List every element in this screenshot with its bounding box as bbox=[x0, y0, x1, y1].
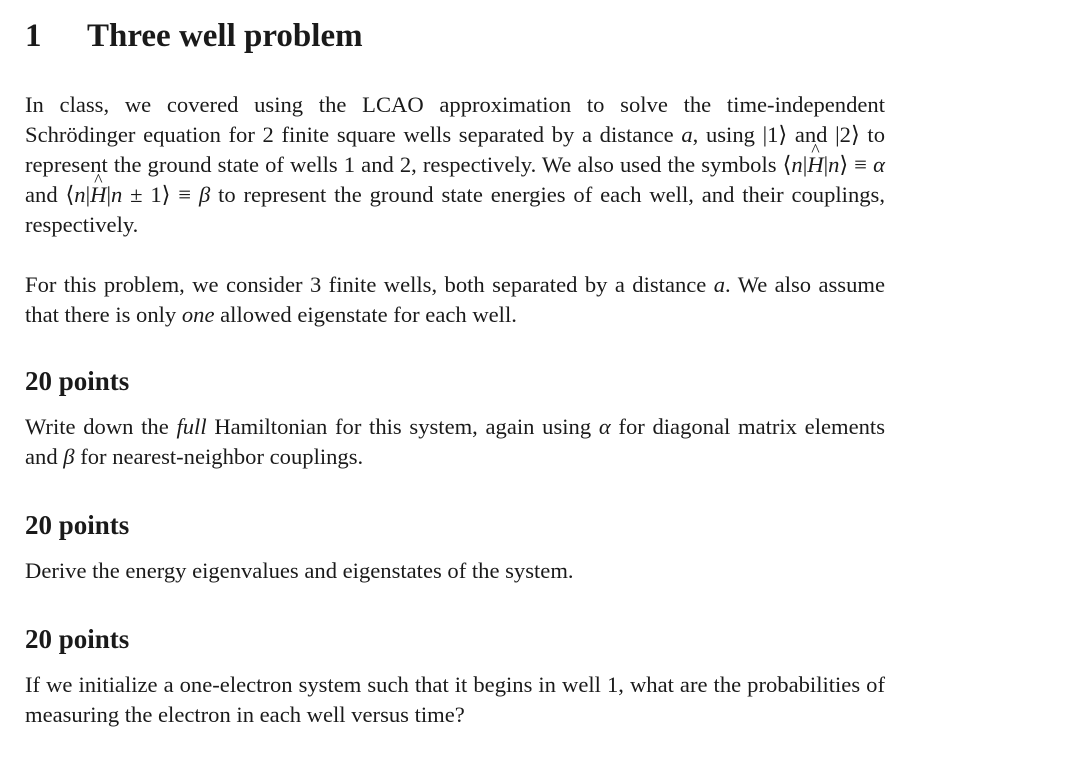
alpha-symbol: α bbox=[873, 152, 885, 177]
intro-paragraph: In class, we covered using the LCAO approximation to solve the time-independent Schrödinger equation for 2 finite square wells separated by a distance a, using |1⟩ and |2⟩ to represent the ground state of wells 1 and 2, respectively. We also used the symbols ⟨n|^ H|n⟩ ≡ α and ⟨n|^ H|n ± 1⟩ ≡ β to represent the ground state energies of each well, and their couplings, respectively. bbox=[25, 90, 885, 240]
alpha-symbol: α bbox=[598, 414, 611, 439]
var-a: a bbox=[713, 272, 726, 297]
emphasis-full: full bbox=[176, 414, 207, 439]
section-heading bbox=[25, 14, 1082, 58]
part-1-heading: 20 points bbox=[25, 366, 130, 396]
assumptions-paragraph: For this problem, we consider 3 finite wells, both separated by a distance a. We also assume that there is only one allowed eigenstate for each well. bbox=[25, 272, 885, 327]
hamiltonian-operator: ^ H bbox=[807, 150, 823, 180]
section-number: 1 bbox=[25, 18, 42, 54]
beta-symbol: β bbox=[63, 444, 75, 469]
part-1-question: Write down the full Hamiltonian for this system, again using α for diagonal matrix elements and β for nearest-neighbor couplings. bbox=[25, 414, 885, 469]
hamiltonian-operator: ^ H bbox=[90, 180, 106, 210]
part-3-question: If we initialize a one-electron system such that it begins in well 1, what are the probabilities of measuring the electron in each well versus time? bbox=[25, 672, 885, 727]
section-title: Three well problem bbox=[87, 18, 363, 54]
emphasis-one: one bbox=[181, 302, 215, 327]
part-3-heading: 20 points bbox=[25, 624, 130, 654]
part-2-question: Derive the energy eigenvalues and eigenstates of the system. bbox=[25, 558, 574, 583]
beta-symbol: β bbox=[198, 182, 211, 207]
var-a: a bbox=[681, 122, 693, 147]
part-2-heading: 20 points bbox=[25, 510, 130, 540]
